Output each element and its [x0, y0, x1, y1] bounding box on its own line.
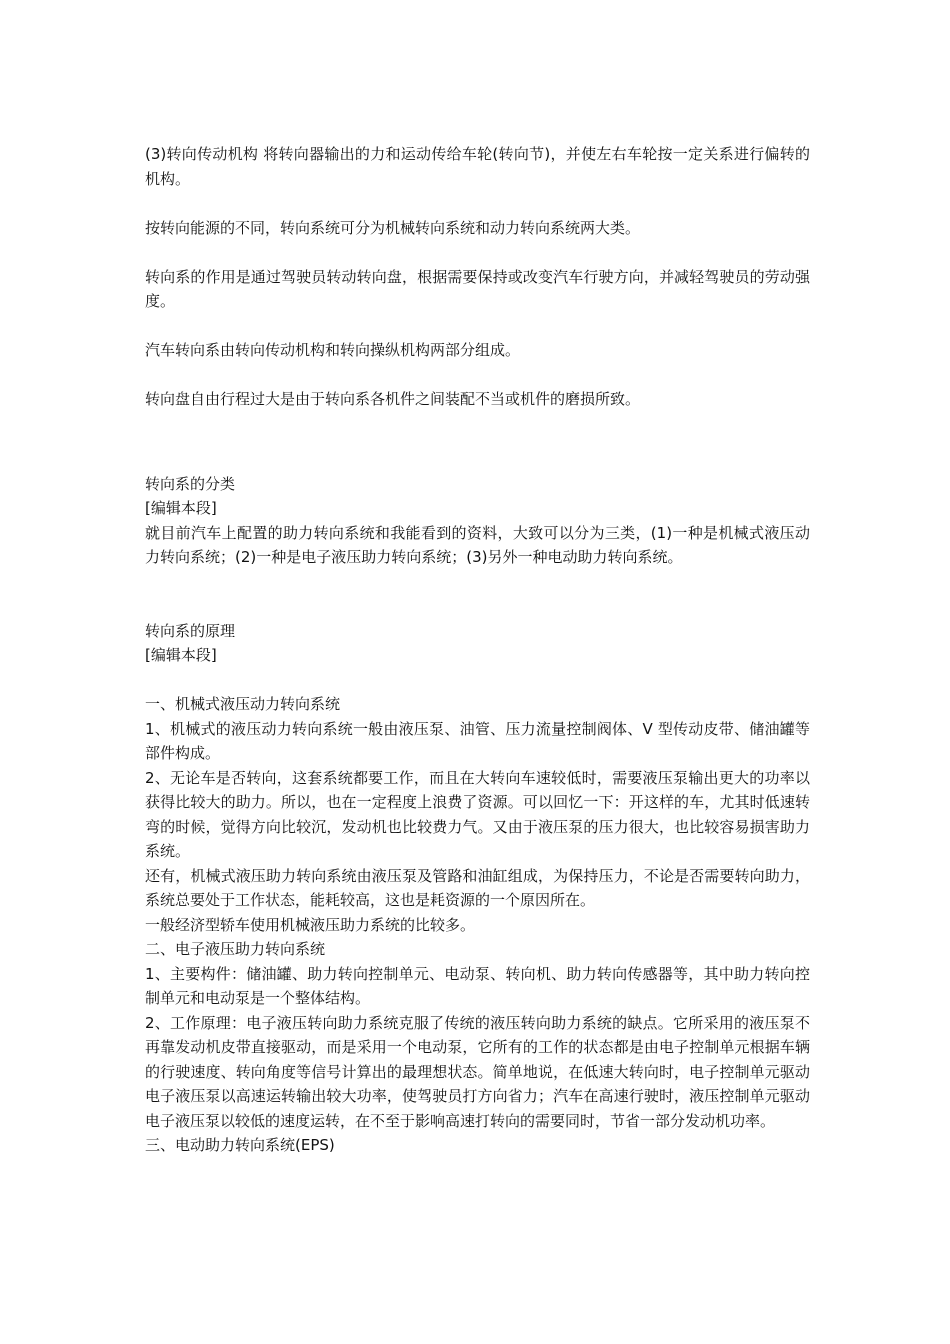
paragraph: 转向盘自由行程过大是由于转向系各机件之间装配不当或机件的磨损所致。 [145, 390, 641, 408]
paragraph: 按转向能源的不同，转向系统可分为机械转向系统和动力转向系统两大类。 [145, 218, 641, 237]
document-body [145, 142, 810, 1158]
paragraph: 汽车转向系由转向传动机构和转向操纵机构两部分组成。 [145, 341, 521, 359]
paragraph: 转向系的分类 [145, 474, 236, 493]
paragraph-spacer [145, 363, 810, 388]
paragraph: 转向系的作用是通过驾驶员转动转向盘，根据需要保持或改变汽车行驶方向，并减轻驾驶员的劳动强度。 [145, 267, 810, 310]
paragraph: 1、机械式的液压动力转向系统一般由液压泵、油管、压力流量控制阀体、V 型传动皮带、储油罐等部件构成。 [145, 719, 810, 762]
paragraph: 2、无论车是否转向，这套系统都要工作，而且在大转向车速较低时，需要液压泵输出更大的功率以获得比较大的助力。所以，也在一定程度上浪费了资源。可以回忆一下：开这样的车，尤其时低速转弯的时候，觉得方向比较沉，发动机也比较费力气。又由于液压泵的压力很大，也比较容易损害助力系统。 [145, 768, 810, 860]
paragraph: 一、机械式液压动力转向系统 [145, 695, 341, 713]
paragraph-spacer [145, 314, 810, 339]
paragraph: 2、工作原理：电子液压转向助力系统克服了传统的液压转向助力系统的缺点。它所采用的液压泵不再靠发动机皮带直接驱动，而是采用一个电动泵，它所有的工作的状态都是由电子控制单元根据车辆的行驶速度、转向角度等信号计算出的最理想状态。简单地说，在低速大转向时，电子控制单元驱动电子液压泵以高速运转输出较大功率，使驾驶员打方向省力；汽车在高速行驶时，液压控制单元驱动电子液压泵以较低的速度运转，在不至于影响高速打转向的需要同时，节省一部分发动机功率。 [145, 1013, 810, 1130]
paragraph: [编辑本段] [145, 646, 217, 664]
paragraph: 1、主要构件：储油罐、助力转向控制单元、电动泵、转向机、助力转向传感器等，其中助力转向控制单元和电动泵是一个整体结构。 [145, 964, 810, 1007]
paragraph-spacer [145, 668, 810, 693]
paragraph-spacer [145, 412, 810, 472]
paragraph-spacer [145, 240, 810, 265]
paragraph: [编辑本段] [145, 499, 217, 517]
paragraph: 还有，机械式液压助力转向系统由液压泵及管路和油缸组成，为保持压力，不论是否需要转向助力，系统总要处于工作状态，能耗较高，这也是耗资源的一个原因所在。 [145, 866, 810, 909]
paragraph: 三、电动助力转向系统(EPS) [145, 1136, 335, 1154]
paragraph-spacer [145, 191, 810, 216]
paragraph: 一般经济型轿车使用机械液压助力系统的比较多。 [145, 915, 476, 934]
paragraph: 就目前汽车上配置的助力转向系统和我能看到的资料，大致可以分为三类，(1)一种是机械式液压动力转向系统；(2)一种是电子液压助力转向系统；(3)另外一种电动助力转向系统。 [145, 523, 810, 566]
paragraph: 二、电子液压助力转向系统 [145, 940, 326, 958]
paragraph: (3)转向传动机构 将转向器输出的力和运动传给车轮(转向节)，并使左右车轮按一定关系进行偏转的机构。 [145, 145, 810, 188]
paragraph-spacer [145, 570, 810, 619]
paragraph: 转向系的原理 [145, 621, 236, 640]
